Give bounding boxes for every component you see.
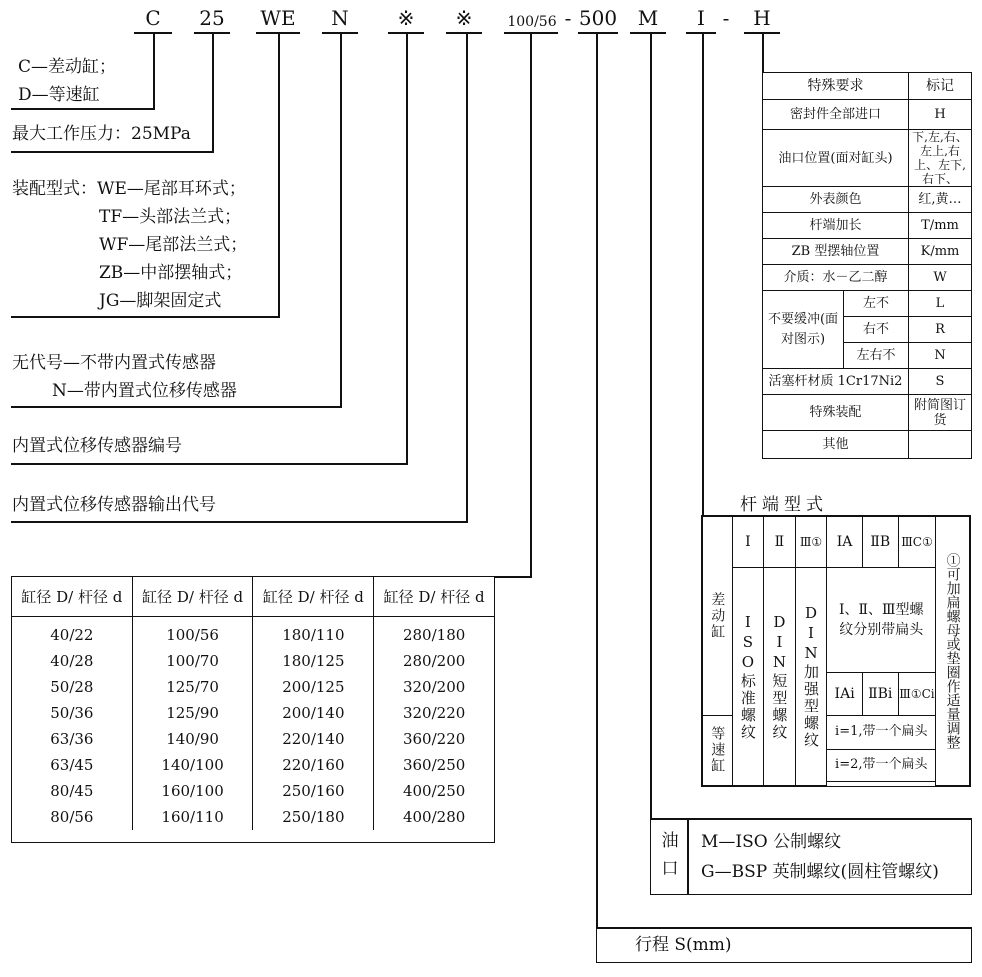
rod-iso: ISO标准螺纹 (732, 568, 764, 786)
label-mount-wf: WF—尾部法兰式； (99, 235, 248, 255)
bore-table (11, 576, 495, 843)
rod-i2: i=2,带一个扁头 (827, 749, 936, 781)
branch-sensor-out-vline (466, 33, 468, 522)
rod-col-2: Ⅱ (764, 517, 796, 568)
branch-m-vline (650, 33, 652, 819)
rod-icol-2: ⅡBi (862, 672, 898, 715)
bore-cell: 50/28 (12, 674, 132, 700)
spec-row-mark: W (909, 265, 972, 291)
spec-row-label: 杆端加长 (763, 213, 909, 239)
branch-c-hline (11, 108, 155, 110)
rod-din-short: DIN短型螺纹 (764, 568, 796, 786)
label-sensor-n: N—带内置式位移传感器 (52, 381, 237, 401)
underline-i (686, 32, 716, 34)
table-row (12, 617, 494, 649)
spec-row-mark: S (909, 369, 972, 395)
label-mount-tf: TF—头部法兰式； (99, 207, 242, 227)
bore-cell: 63/45 (12, 752, 132, 778)
code-sensor-out: ※ (455, 6, 473, 30)
spec-row-label: 油口位置(面对缸头) (763, 130, 909, 187)
spec-row-label: 特殊装配 (763, 395, 909, 431)
bore-cell: 40/22 (12, 617, 132, 649)
bore-cell: 200/140 (253, 700, 374, 726)
oil-port-divider (687, 818, 689, 894)
spec-row-mark: 下,左,右、左上,右上、左下,右下、 (909, 130, 972, 187)
bore-header: 缸径 D/ 杆径 d (132, 577, 253, 617)
rod-din-strong: DIN加强型螺纹 (795, 568, 827, 786)
bore-cell: 125/70 (132, 674, 253, 700)
spec-row-label: 活塞杆材质 1Cr17Ni2 (763, 369, 909, 395)
branch-sensor-out-hline (11, 521, 468, 523)
bore-cell: 125/90 (132, 700, 253, 726)
branch-we-vline (278, 33, 280, 317)
stroke-box (596, 927, 972, 963)
rod-equal-label: 等速缸 (703, 715, 733, 785)
rod-i1: i=1,带一个扁头 (827, 715, 936, 749)
label-sensor-out: 内置式位移传感器输出代号 (12, 495, 216, 515)
bore-cell: 220/140 (253, 726, 374, 752)
branch-c-vline (153, 33, 155, 109)
branch-h-vline (762, 33, 764, 73)
label-pressure: 最大工作压力：25MPa (12, 124, 191, 144)
table-row (12, 804, 494, 830)
spec-cushion-opt: 右不 (844, 317, 909, 343)
bore-cell: 160/100 (132, 778, 253, 804)
bore-cell: 280/200 (402, 652, 466, 670)
branch-25-hline (11, 151, 214, 153)
spec-row-label: 介质：水－乙二醇 (763, 265, 909, 291)
bore-cell: 320/220 (402, 704, 466, 722)
bore-cell: 40/28 (12, 648, 132, 674)
spec-cushion-mark: R (909, 317, 972, 343)
label-type-c: C—差动缸； (18, 57, 117, 77)
table-row (12, 778, 494, 804)
rod-note: ①可加扁螺母或垫圈作适量调整 (936, 517, 970, 786)
rod-col-2b: ⅡB (862, 517, 898, 568)
spec-row-mark: H (909, 100, 972, 130)
branch-n-vline (340, 33, 342, 407)
label-sensor-no: 内置式位移传感器编号 (12, 436, 182, 456)
branch-sensor-no-vline (406, 33, 408, 464)
label-mount-we: 装配型式：WE—尾部耳环式； (12, 179, 246, 199)
branch-stroke-vline (596, 33, 598, 928)
oil-port-m: M—ISO 公制螺纹 (701, 832, 842, 852)
bore-header: 缸径 D/ 杆径 d (12, 577, 132, 617)
label-mount-zb: ZB—中部摆轴式； (99, 263, 243, 283)
branch-n-hline (11, 406, 342, 408)
spec-row-label: 其他 (763, 431, 909, 459)
spec-cushion-label: 不要缓冲(面对图示) (763, 291, 844, 369)
code-m: M (637, 6, 659, 30)
code-n: N (331, 6, 349, 30)
branch-bore-hline (494, 576, 532, 578)
code-c: C (145, 6, 161, 30)
branch-i-vline (702, 33, 704, 516)
spec-table (762, 72, 972, 459)
bore-cell: 220/160 (253, 752, 374, 778)
bore-header: 缸径 D/ 杆径 d (374, 577, 494, 617)
table-row (12, 752, 494, 778)
label-mount-jg: JG—脚架固定式 (99, 291, 222, 311)
table-row (12, 726, 494, 752)
rod-col-3: Ⅲ① (795, 517, 827, 568)
underline-stroke (578, 32, 618, 34)
table-row (12, 648, 494, 674)
rod-flat-desc: Ⅰ、Ⅱ、Ⅲ型螺纹分别带扁头 (827, 568, 936, 673)
bore-cell: 180/110 (253, 617, 374, 649)
spec-header-mark: 标记 (909, 73, 972, 100)
bore-cell: 50/36 (12, 700, 132, 726)
branch-sensor-no-hline (11, 463, 408, 465)
spec-row-mark: K/mm (909, 239, 972, 265)
code-bore: 100/56 (507, 14, 557, 30)
bore-cell: 160/110 (132, 804, 253, 830)
rod-col-1: Ⅰ (732, 517, 764, 568)
spec-cushion-mark: N (909, 343, 972, 369)
rod-col-3c: ⅢC① (898, 517, 936, 568)
label-sensor-none: 无代号—不带内置式传感器 (12, 353, 216, 373)
code-stroke: 500 (578, 6, 618, 30)
spec-cushion-mark: L (909, 291, 972, 317)
spec-row-mark: T/mm (909, 213, 972, 239)
bore-cell: 80/45 (12, 778, 132, 804)
code-we: WE (260, 6, 296, 30)
code-dash-1: - (564, 6, 572, 30)
branch-we-hline (11, 316, 280, 318)
rod-icol-3: Ⅲ①Ci (898, 672, 936, 715)
bore-cell: 200/125 (253, 674, 374, 700)
bore-cell: 280/180 (402, 626, 466, 644)
code-i: I (697, 6, 705, 30)
bore-cell: 180/125 (253, 648, 374, 674)
spec-row-label: ZB 型摆轴位置 (763, 239, 909, 265)
oil-port-g: G—BSP 英制螺纹(圆柱管螺纹) (701, 862, 939, 882)
bore-cell: 63/36 (12, 726, 132, 752)
underline-sensor-out (446, 32, 482, 34)
label-type-d: D—等速缸 (18, 85, 100, 105)
bore-header: 缸径 D/ 杆径 d (253, 577, 374, 617)
oil-port-box (650, 818, 972, 895)
branch-25-vline (212, 33, 214, 152)
bore-cell: 250/160 (253, 778, 374, 804)
branch-bore-vline (530, 33, 532, 578)
rod-diff-label: 差动缸 (703, 517, 733, 716)
spec-cushion-opt: 左右不 (844, 343, 909, 369)
bore-cell: 80/56 (12, 804, 132, 830)
spec-cushion-opt: 左不 (844, 291, 909, 317)
bore-cell: 360/250 (402, 756, 466, 774)
rod-col-1a: ⅠA (827, 517, 863, 568)
bore-cell: 140/100 (132, 752, 253, 778)
code-h: H (753, 6, 771, 30)
rod-end-table (701, 515, 971, 787)
code-dash-2: - (722, 6, 730, 30)
spec-row-mark: 红,黄… (909, 187, 972, 213)
oil-port-label: 油口 (661, 831, 679, 879)
spec-row-mark (909, 431, 972, 459)
spec-row-label: 外表颜色 (763, 187, 909, 213)
spec-row-mark: 附简图订 货 (909, 395, 972, 431)
bore-cell: 400/280 (402, 808, 466, 826)
bore-cell: 100/56 (132, 617, 253, 649)
table-row (12, 700, 494, 726)
bore-cell: 360/220 (402, 730, 466, 748)
rod-icol-1: ⅠAi (827, 672, 863, 715)
bore-cell: 140/90 (132, 726, 253, 752)
rod-end-title: 杆端型式 (740, 495, 828, 515)
table-row (12, 674, 494, 700)
stroke-label: 行程 S(mm) (635, 935, 732, 955)
code-25: 25 (199, 6, 225, 30)
bore-cell: 100/70 (132, 648, 253, 674)
bore-cell: 250/180 (253, 804, 374, 830)
spec-header-req: 特殊要求 (763, 73, 909, 100)
code-sensor-no: ※ (397, 6, 415, 30)
bore-cell: 400/250 (402, 782, 466, 800)
spec-row-label: 密封件全部进口 (763, 100, 909, 130)
underline-m (630, 32, 666, 34)
bore-cell: 320/200 (402, 678, 466, 696)
